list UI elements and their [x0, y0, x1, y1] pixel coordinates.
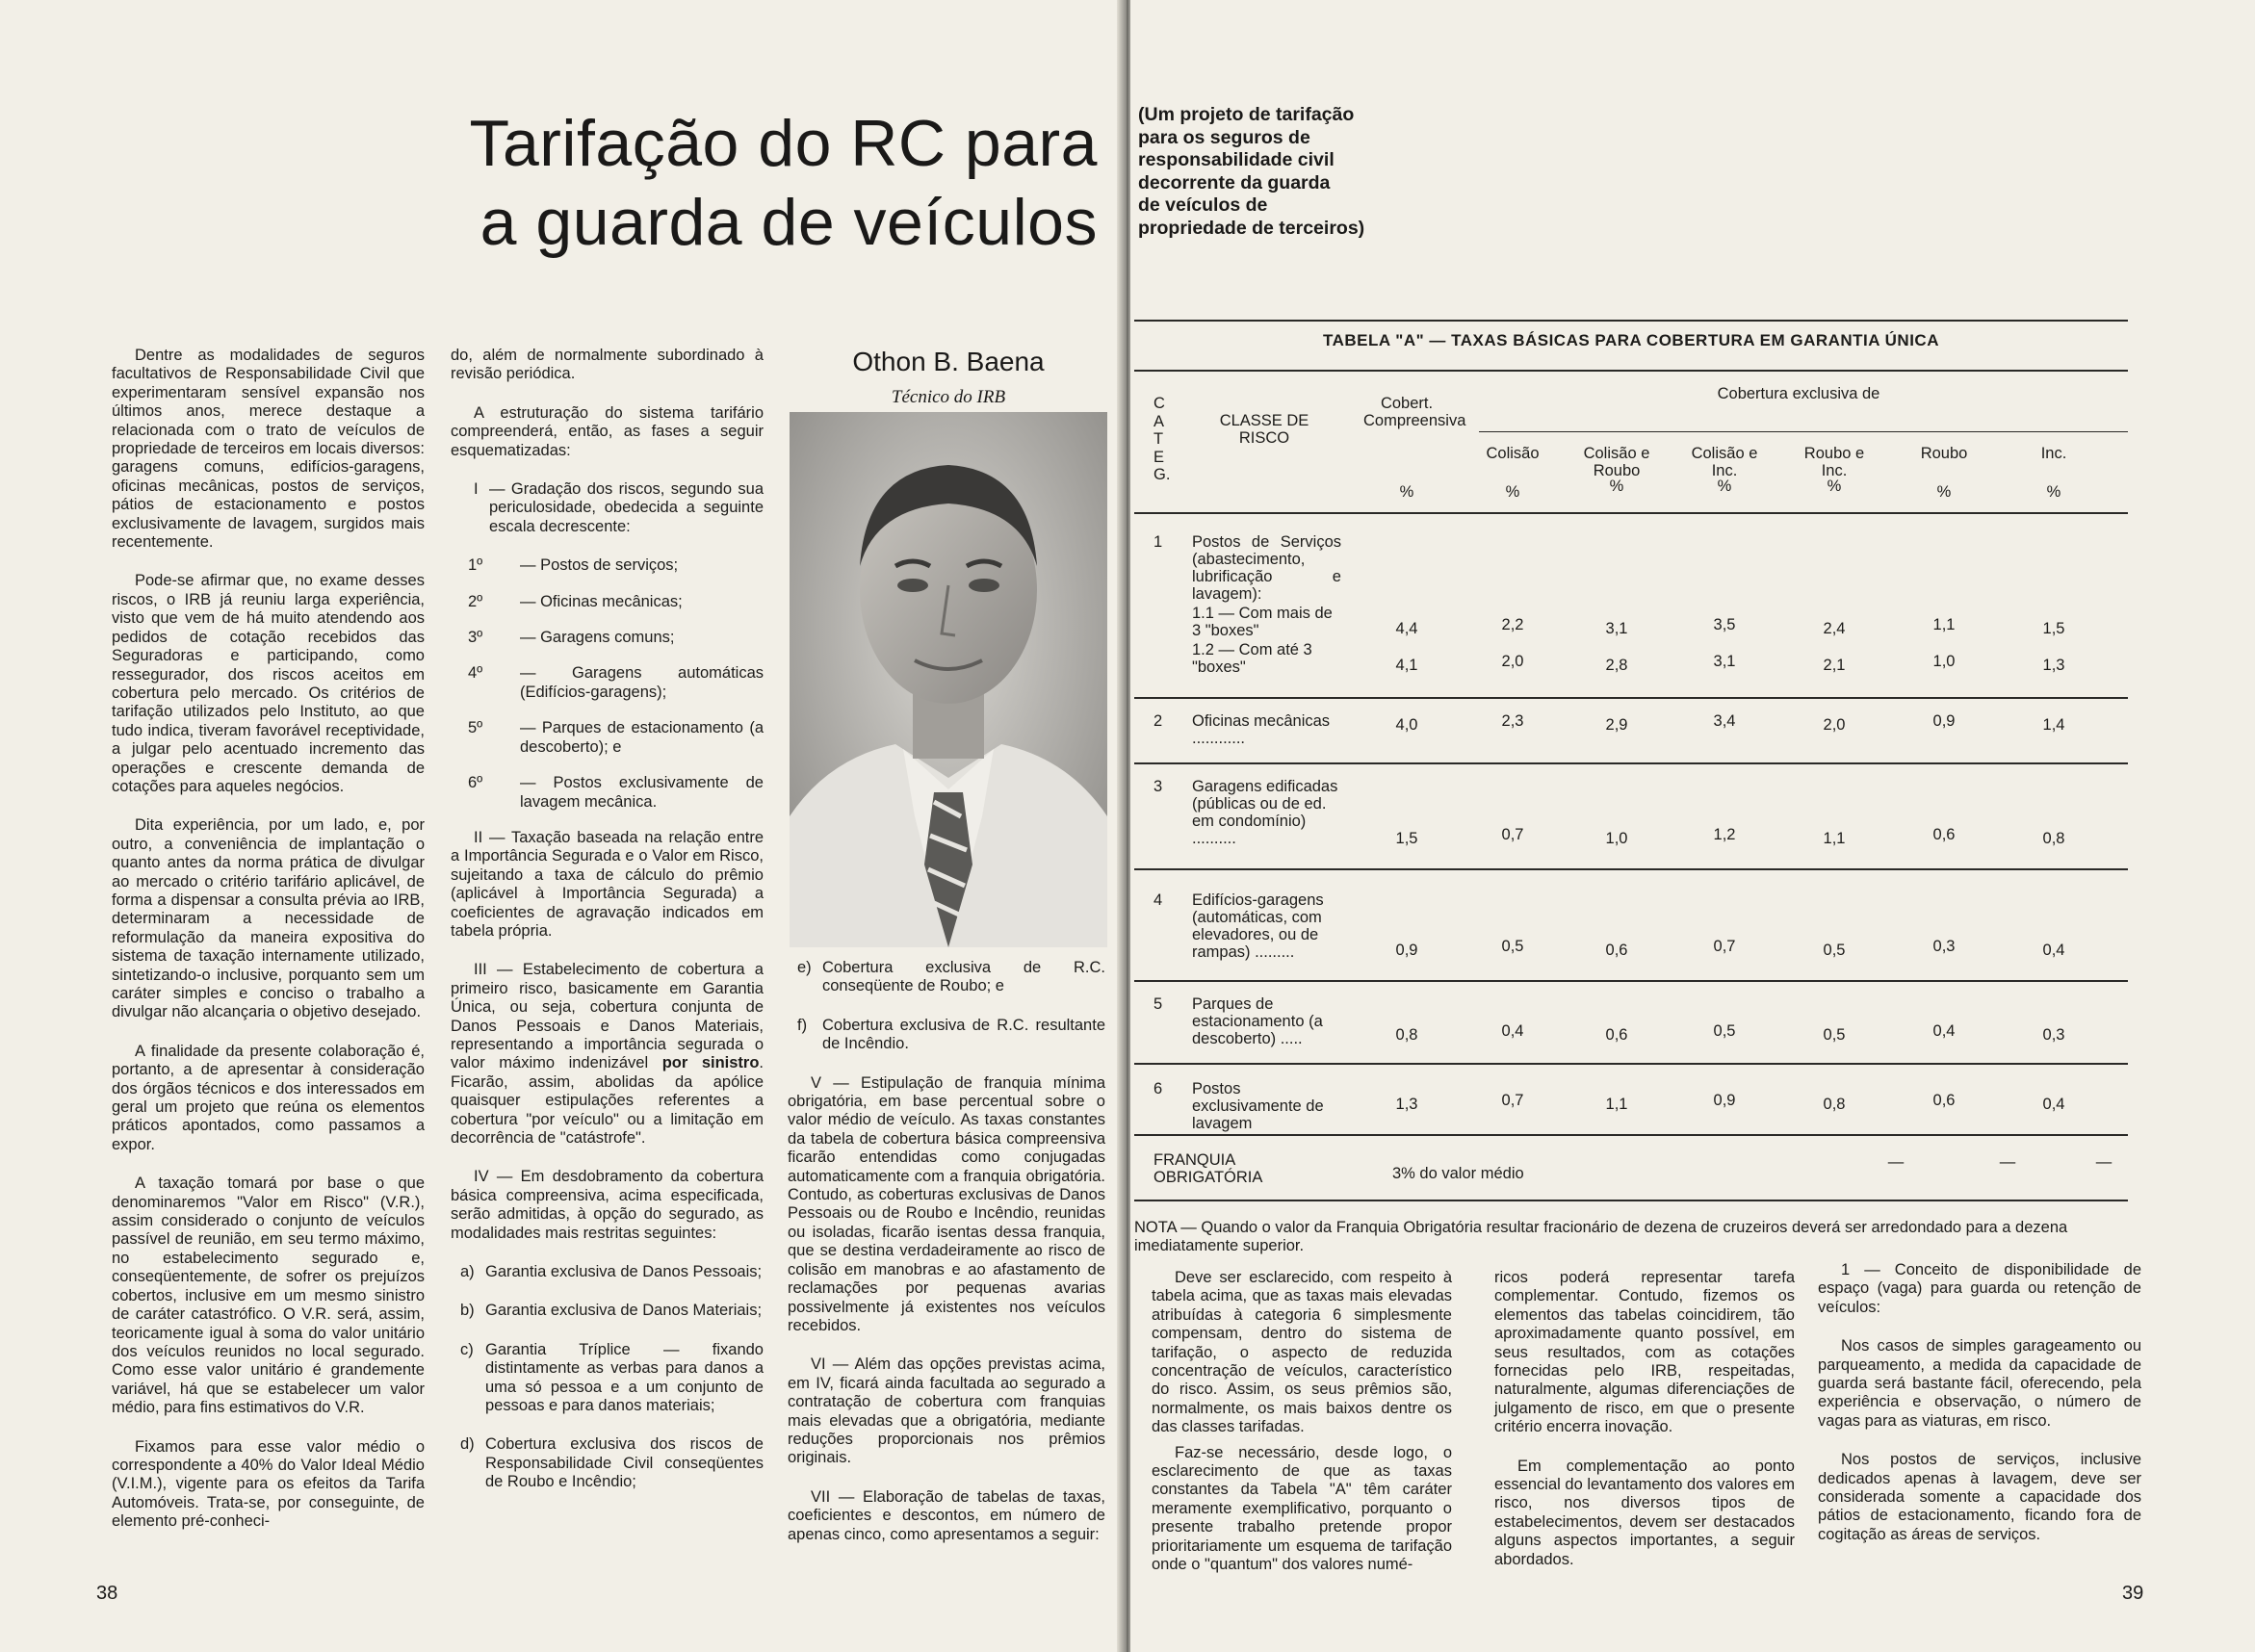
scale-item — [468, 664, 764, 702]
author-name: Othon B. Baena — [852, 347, 1045, 376]
categ-header — [1153, 395, 1171, 484]
option-item — [797, 1017, 1105, 1054]
row-label: Postos de Serviços (abastecimento, lubrificação e lavagem): — [1192, 533, 1341, 603]
option-item — [460, 1435, 764, 1491]
page-number-left: 38 — [96, 1583, 118, 1604]
rate-value: 1,0 — [1605, 830, 1628, 847]
row-category: 2 — [1153, 712, 1163, 730]
rate-value: 0,5 — [1823, 942, 1846, 959]
paragraph: ricos poderá representar tarefa complementar. Contudo, fizemos os elementos das tabelas coincidirem, tão aproximadamente quanto possível, em seus resultados, com as cotações fornecidas pelo IRB, respeitadas, naturalmente, algumas diferenciações de julgamento de risco, em que o presente critério encerra inovação. — [1494, 1269, 1795, 1436]
iii-text-end: . Ficarão, assim, abolidas da apólice quaisquer estipulações referentes a cobertura "por veículo" ou a limitação em decorrência de "catástrofe". — [451, 1054, 765, 1147]
percent-label: % — [1505, 483, 1520, 501]
scale-text: — Garagens automáticas (Edifícios-garagens); — [520, 664, 764, 701]
paragraph: Pode-se afirmar que, no exame desses riscos, o IRB já reuniu larga experiência, visto que vem de há muito atendendo aos pedidos de cotação recebidos das Seguradoras e participando, como ressegurador, dos riscos aceitos em cobertura pelo mercado. Os critérios de tarifação utilizados pelo Instituto, ao que tudo indica, tiveram favorável receptividade, a julgar pelo acentuado incremento das operações e crescente demanda de cotações para aqueles negócios. — [112, 572, 425, 795]
subtitle-line: de veículos de — [1138, 194, 1268, 216]
rate-value: 2,3 — [1501, 712, 1524, 730]
paragraph: Deve ser esclarecido, com respeito à tabela acima, que as taxas mais elevadas atribuídas à categoria 6 simplesmente compensam, dentro do sistema de tarifação, o aspecto de reduzida concentração de veículos, característico do risco. Assim, os seus prêmios são, normalmente, os mais baixos dentre os das classes tarifadas. — [1152, 1269, 1452, 1436]
scale-text: — Oficinas mecânicas; — [520, 592, 683, 610]
paragraph: Dita experiência, por um lado, e, por outro, a conveniência de implantação o quanto antes da norma prática de divulgar ao mercado o critério tarifário aplicável, de forma a dispensar a consulta prévia ao IRB, determinaram a necessidade de reformulação da maneira expositiva do sistema de taxação internamente utilizado, sintetizando-o inclusive, porquanto sem um caráter simples e conciso o trabalho a divulgar não alcançaria o objetivo desejado. — [112, 816, 425, 1021]
col-header: Roubo e Inc. — [1803, 445, 1865, 479]
rate-value: 2,1 — [1823, 657, 1846, 674]
paragraph: Fixamos para esse valor médio o correspondente a 40% do Valor Ideal Médio (V.I.M.), vigente para os efeitos da Tarifa Automóveis. Trata-se, por conseguinte, de elemento pré-conheci- — [112, 1437, 425, 1531]
categ-letter: T — [1153, 430, 1164, 448]
scale-item — [468, 593, 764, 611]
franquia-dash: — — [1887, 1153, 1905, 1171]
row-category: 1 — [1153, 533, 1163, 551]
scale-number: 6º — [468, 774, 483, 792]
rate-value: 0,7 — [1713, 938, 1736, 955]
paragraph: do, além de normalmente subordinado à revisão periódica. — [451, 347, 764, 383]
title-line-1: Tarifação do RC para — [469, 107, 1098, 180]
option-item — [797, 959, 1105, 996]
scale-text: — Parques de estacionamento (a descoberto); e — [520, 719, 764, 756]
rate-value: 0,7 — [1501, 1092, 1524, 1109]
percent-label: % — [1717, 478, 1732, 495]
franquia-label: FRANQUIA OBRIGATÓRIA — [1153, 1151, 1263, 1186]
percent-label: % — [1936, 483, 1952, 501]
rate-value: 0,6 — [1932, 1092, 1956, 1109]
rate-value: 0,8 — [1823, 1096, 1846, 1113]
rate-value: 2,0 — [1823, 716, 1846, 734]
option-item — [460, 1263, 764, 1281]
option-text: Garantia exclusiva de Danos Pessoais; — [485, 1263, 763, 1281]
rate-value: 0,5 — [1713, 1022, 1736, 1040]
categ-letter: C — [1153, 395, 1165, 412]
rate-value: 1,5 — [2042, 620, 2065, 637]
sub-row-label: 1.1 — Com mais de 3 "boxes" — [1192, 605, 1333, 639]
column-3 — [788, 959, 1105, 1564]
exclusiva-header: Cobertura exclusiva de — [1717, 385, 1880, 402]
row-label: Parques de estacionamento (a descoberto) ..... — [1192, 995, 1323, 1047]
percent-label: % — [2046, 483, 2061, 501]
rate-value: 0,8 — [2042, 830, 2065, 847]
scale-number: 1º — [468, 556, 483, 575]
right-column-1 — [1152, 1269, 1452, 1595]
rate-value: 1,1 — [1823, 830, 1846, 847]
author-role: Técnico do IRB — [891, 387, 1006, 407]
option-letter: c) — [460, 1340, 474, 1358]
col-header: Inc. — [2040, 445, 2067, 462]
rate-value: 2,2 — [1501, 616, 1524, 633]
rate-value: 1,3 — [2042, 657, 2065, 674]
rate-value: 1,4 — [2042, 716, 2065, 734]
subtitle-line: propriedade de terceiros) — [1138, 217, 1365, 239]
paragraph: II — Taxação baseada na relação entre a Importância Segurada e o Valor em Risco, sujeitando a taxa de cálculo do prêmio (aplicável à Importância Segurada) a coeficientes de agravação indicados em tabela própria. — [451, 828, 764, 940]
scale-text: — Garagens comuns; — [520, 629, 675, 647]
percent-label: % — [1827, 478, 1842, 495]
option-text: Cobertura exclusiva de R.C. conseqüente de Roubo; e — [822, 959, 1105, 995]
rate-value: 1,2 — [1713, 826, 1736, 843]
paragraph: A estruturação do sistema tarifário compreenderá, então, as fases a seguir esquematizadas: — [451, 403, 764, 459]
row-label: Oficinas mecânicas ............ — [1192, 712, 1331, 747]
rate-value: 3,1 — [1605, 620, 1628, 637]
paragraph: IV — Em desdobramento da cobertura básica compreensiva, acima especificada, serão admitidas, à opção do segurado, as modalidades mais restritas seguintes: — [451, 1168, 764, 1242]
scale-number: 3º — [468, 629, 483, 647]
paragraph: 1 — Conceito de disponibilidade de espaço (vaga) para guarda ou retenção de veículos: — [1818, 1261, 2141, 1316]
scale-text: — Postos exclusivamente de lavagem mecânica. — [520, 774, 764, 811]
paragraph: VII — Elaboração de tabelas de taxas, coeficientes e descontos, em número de apenas cinco, como apresentamos a seguir: — [788, 1487, 1105, 1543]
cobert-header: Cobert. Compreensiva — [1363, 395, 1466, 429]
option-letter: b) — [460, 1302, 475, 1320]
portrait-image — [790, 412, 1107, 947]
categ-letter: E — [1153, 448, 1165, 466]
rate-value: 0,9 — [1932, 712, 1956, 730]
franquia-value: 3% do valor médio — [1392, 1165, 1524, 1182]
scale-number: 2º — [468, 592, 483, 610]
article-title — [462, 104, 1098, 262]
table-note: NOTA — Quando o valor da Franquia Obrigatória resultar fracionário de dezena de cruzeiros deverá ser arredondado para a dezena imediatamente superior. — [1134, 1219, 2068, 1255]
subtitle-line: (Um projeto de tarifação — [1138, 104, 1355, 125]
rate-value: 2,0 — [1501, 653, 1524, 670]
rate-value: 0,6 — [1932, 826, 1956, 843]
option-item — [460, 1302, 764, 1320]
subtitle-line: para os seguros de — [1138, 126, 1310, 148]
paragraph: VI — Além das opções previstas acima, em IV, ficará ainda facultada ao segurado a contratação de cobertura com franquias mais elevadas que a obrigatória, mediante reduções proporcionais nos prêmios originais. — [788, 1355, 1105, 1467]
page-number-right: 39 — [2122, 1583, 2144, 1604]
rate-value: 2,9 — [1605, 716, 1628, 734]
paragraph: Em complementação ao ponto essencial do levantamento dos valores em risco, nos diversos tipos de estabelecimentos, devem ser destacados alguns aspectos importantes, a seguir abordados. — [1494, 1457, 1795, 1568]
right-column-2 — [1494, 1269, 1795, 1589]
col-header: Colisão e Roubo — [1583, 445, 1650, 479]
row-label: Postos exclusivamente de lavagem — [1192, 1080, 1324, 1132]
rate-value: 1,5 — [1395, 830, 1418, 847]
scale-item — [468, 629, 764, 647]
paragraph: Faz-se necessário, desde logo, o esclarecimento de que as taxas constantes da Tabela "A" têm caráter meramente exemplificativo, porquanto o presente trabalho pretende propor prioritariamente um esquema de tarifação onde o "quantum" dos valores numé- — [1152, 1443, 1452, 1574]
row-category: 4 — [1153, 891, 1163, 909]
rate-value: 0,9 — [1713, 1092, 1736, 1109]
table-title: TABELA "A" — TAXAS BÁSICAS PARA COBERTURA EM GARANTIA ÚNICA — [1323, 331, 1939, 349]
rate-value: 0,5 — [1823, 1026, 1846, 1044]
col-header: Colisão — [1486, 445, 1540, 462]
categ-letter: G. — [1153, 466, 1171, 483]
row-label: Garagens edificadas (públicas ou de ed. em condomínio) .......... — [1192, 778, 1338, 847]
col-header: Colisão e Inc. — [1691, 445, 1758, 479]
option-item — [460, 1341, 764, 1416]
rate-value: 1,3 — [1395, 1096, 1418, 1113]
col-header: Roubo — [1920, 445, 1968, 462]
option-letter: d) — [460, 1435, 475, 1454]
rate-value: 4,1 — [1395, 657, 1418, 674]
rate-value: 0,4 — [1932, 1022, 1956, 1040]
rate-value: 3,4 — [1713, 712, 1736, 730]
item-i — [451, 480, 764, 536]
scale-item — [468, 719, 764, 757]
option-letter: f) — [797, 1016, 808, 1034]
rate-value: 1,1 — [1605, 1096, 1628, 1113]
right-column-3 — [1818, 1261, 2141, 1564]
option-text: Cobertura exclusiva de R.C. resultante de Incêndio. — [822, 1016, 1105, 1053]
option-text: Cobertura exclusiva dos riscos de Responsabilidade Civil conseqüentes de Roubo e Incêndio; — [485, 1435, 764, 1491]
rate-value: 0,3 — [2042, 1026, 2065, 1044]
rate-value: 0,4 — [2042, 1096, 2065, 1113]
rate-value: 4,0 — [1395, 716, 1418, 734]
scale-text: — Postos de serviços; — [520, 556, 679, 575]
paragraph: Dentre as modalidades de seguros facultativos de Responsabilidade Civil que experimentaram sensível expansão nos últimos anos, merece destaque a relacionada com o trato de veículos de propriedade de terceiros em locais diversos: garagens comuns, edifícios-garagens, oficinas mecânicas, postos de serviços, pátios de estacionamento e postos exclusivamente de lavagem, surgidos mais recentemente. — [112, 347, 425, 552]
rate-value: 0,7 — [1501, 826, 1524, 843]
column-2 — [451, 347, 764, 1512]
paragraph-iii — [451, 961, 764, 1148]
rate-value: 0,3 — [1932, 938, 1956, 955]
paragraph: A finalidade da presente colaboração é, portanto, a de apresentar à consideração dos órgãos técnicos e dos interessados em geral um projeto que reúna os elementos práticos apontados, como passamos a expor. — [112, 1042, 425, 1153]
iii-bold: por sinistro — [661, 1054, 760, 1072]
rate-value: 0,4 — [2042, 942, 2065, 959]
item-number: I — [474, 480, 479, 499]
row-category: 6 — [1153, 1080, 1163, 1097]
rate-value: 2,8 — [1605, 657, 1628, 674]
franquia-dash: — — [1999, 1153, 2016, 1171]
item-text: — Gradação dos riscos, segundo sua periculosidade, obedecida a seguinte escala decrescente: — [489, 480, 764, 535]
rate-value: 0,8 — [1395, 1026, 1418, 1044]
percent-label: % — [1399, 483, 1414, 501]
option-letter: e) — [797, 959, 812, 976]
rate-value: 4,4 — [1395, 620, 1418, 637]
rate-value: 0,4 — [1501, 1022, 1524, 1040]
row-category: 5 — [1153, 995, 1163, 1013]
column-1 — [112, 347, 425, 1552]
rate-value: 2,4 — [1823, 620, 1846, 637]
rate-value: 1,1 — [1932, 616, 1956, 633]
row-category: 3 — [1153, 778, 1163, 795]
scale-number: 5º — [468, 719, 483, 737]
paragraph: Nos postos de serviços, inclusive dedicados apenas à lavagem, deve ser considerada somente a capacidade dos pátios de estacionamento, ficando fora de cogitação as áreas de serviços. — [1818, 1451, 2141, 1543]
paragraph: Nos casos de simples garageamento ou parqueamento, a medida da capacidade de guarda será bastante fácil, oferecendo, pela experiência e observação, o número de vagas para as viaturas, em risco. — [1818, 1337, 2141, 1430]
option-text: Garantia exclusiva de Danos Materiais; — [485, 1302, 763, 1320]
rate-value: 3,5 — [1713, 616, 1736, 633]
rate-value: 0,9 — [1395, 942, 1418, 959]
author-photo — [790, 412, 1107, 947]
row-label: Edifícios-garagens (automáticas, com elevadores, ou de rampas) ......... — [1192, 891, 1324, 961]
scale-item — [468, 556, 764, 575]
rate-value: 0,5 — [1501, 938, 1524, 955]
paragraph: V — Estipulação de franquia mínima obrigatória, em base percentual sobre o valor médio de veículo. As taxas constantes da tabela de cobertura básica compreensiva ficarão entendidas como conjugadas automaticamente com a franquia obrigatória. Contudo, as coberturas exclusivas de Danos Pessoais ou de Roubo e Incêndio, reunidas ou isoladas, ficarão isentas dessa franquia, que se destina verdadeiramente ao risco de colisão em manobras e ao afastamento de reclamações por pequenas avarias possivelmente já existentes nos veículos recebidos. — [788, 1073, 1105, 1334]
percent-label: % — [1609, 478, 1624, 495]
rate-value: 3,1 — [1713, 653, 1736, 670]
sub-row-label: 1.2 — Com até 3 "boxes" — [1192, 641, 1312, 676]
article-subtitle — [1138, 104, 1417, 240]
franquia-dash: — — [2095, 1153, 2112, 1171]
rate-value: 1,0 — [1932, 653, 1956, 670]
rate-value: 0,6 — [1605, 1026, 1628, 1044]
subtitle-line: decorrente da guarda — [1138, 171, 1331, 194]
classe-header: CLASSE DE RISCO — [1219, 412, 1309, 447]
option-letter: a) — [460, 1263, 475, 1281]
scale-item — [468, 774, 764, 812]
title-line-2: a guarda de veículos — [480, 186, 1098, 259]
categ-letter: A — [1153, 412, 1165, 430]
paragraph: A taxação tomará por base o que denominaremos "Valor em Risco" (V.R.), assim considerado o conjunto de veículos passível de reunião, em seu termo máximo, no estabelecimento segurado e, conseqüentemente, de sofrer os prejuízos cobertos, inclusive em um mesmo sinistro de caráter catastrófico. O V.R. será, assim, teoricamente igual à soma do valor unitário dos veículos reunidos no local segurado. Como esse valor unitário é grandemente variável, há que se estabelecer um valor médio, para fins estimativos do V.R. — [112, 1174, 425, 1417]
iii-text: III — Estabelecimento de cobertura a primeiro risco, basicamente em Garantia Única, ou seja, cobertura conjunta de Danos Pessoais e Danos Materiais, representando a importância segurada o valor máximo indenizável — [451, 961, 764, 1072]
rate-value: 0,6 — [1605, 942, 1628, 959]
left-page — [0, 0, 1125, 1652]
option-text: Garantia Tríplice — fixando distintamente as verbas para danos a uma só pessoa e a um conjunto de pessoas e para danos materiais; — [485, 1340, 764, 1415]
subtitle-line: responsabilidade civil — [1138, 149, 1335, 170]
scale-number: 4º — [468, 664, 483, 683]
